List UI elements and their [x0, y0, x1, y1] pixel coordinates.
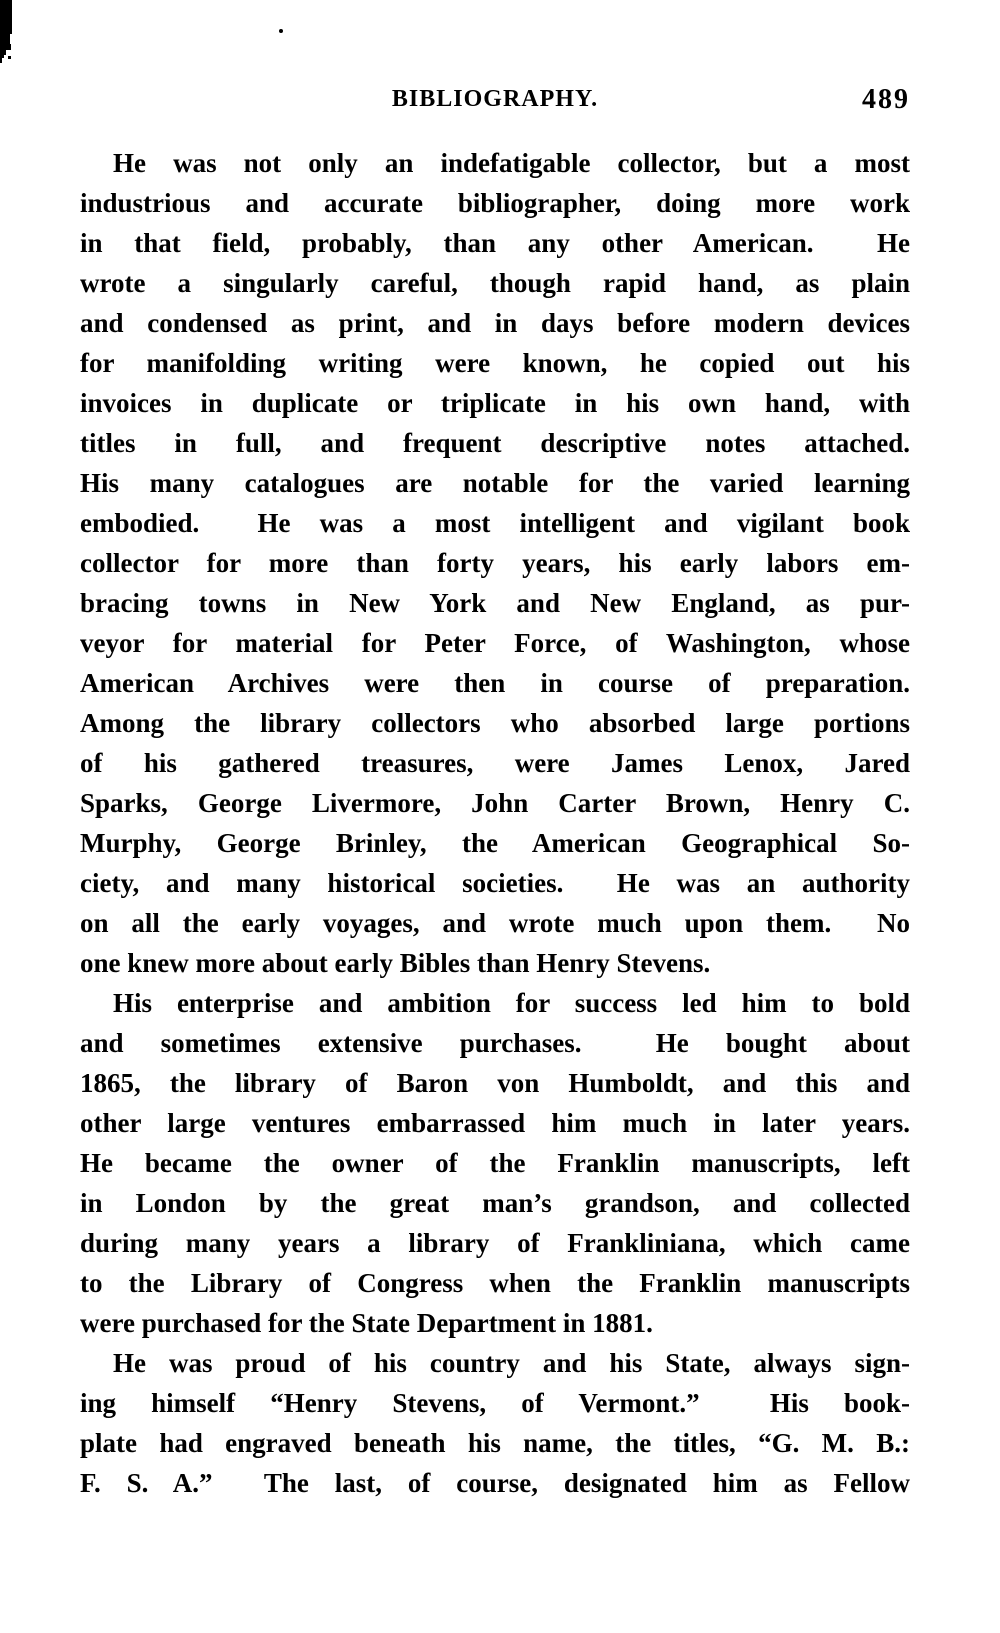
text-line: invoices in duplicate or triplicate in his own hand, with: [80, 388, 910, 418]
text-line: and sometimes extensive purchases. He bought about: [80, 1028, 910, 1058]
text-line: one knew more about early Bibles than Henry Stevens.: [80, 948, 711, 978]
text-line: for manifolding writing were known, he copied out his: [80, 348, 910, 378]
text-line: in London by the great man’s grandson, and collected: [80, 1188, 910, 1218]
text-line: on all the early voyages, and wrote much upon them. No: [80, 908, 910, 938]
text-line: during many years a library of Frankliniana, which came: [80, 1228, 910, 1258]
text-line: veyor for material for Peter Force, of Washington, whose: [80, 628, 910, 658]
text-line: ciety, and many historical societies. He was an authority: [80, 868, 910, 898]
text-line: He was not only an indefatigable collector, but a most: [113, 148, 910, 178]
text-line: He became the owner of the Franklin manuscripts, left: [80, 1148, 910, 1178]
paragraph: [80, 143, 910, 983]
ink-speck: [279, 29, 283, 33]
text-line: His enterprise and ambition for success led him to bold: [113, 988, 910, 1018]
text-line: His many catalogues are notable for the varied learning: [80, 468, 910, 498]
running-head-title: BIBLIOGRAPHY.: [391, 86, 599, 112]
text-line: and condensed as print, and in days before modern devices: [80, 308, 910, 338]
text-line: Among the library collectors who absorbed large portions: [80, 708, 910, 738]
text-line: 1865, the library of Baron von Humboldt, and this and: [80, 1068, 910, 1098]
page-body: [80, 143, 910, 1503]
text-line: were purchased for the State Department in 1881.: [80, 1308, 653, 1338]
text-line: bracing towns in New York and New England, as pur-: [80, 588, 910, 618]
text-line: American Archives were then in course of preparation.: [80, 668, 910, 698]
text-line: collector for more than forty years, his early labors em-: [80, 548, 910, 578]
text-line: wrote a singularly careful, though rapid hand, as plain: [80, 268, 910, 298]
text-line: ing himself “Henry Stevens, of Vermont.” His book-: [80, 1388, 910, 1418]
scan-artifact: [0, 0, 20, 70]
text-line: of his gathered treasures, were James Lenox, Jared: [80, 748, 910, 778]
text-line: F. S. A.” The last, of course, designated him as Fellow: [80, 1468, 910, 1498]
paragraph: [80, 983, 910, 1343]
page-number: 489: [862, 84, 910, 115]
text-line: in that field, probably, than any other American. He: [80, 228, 910, 258]
text-line: other large ventures embarrassed him much in later years.: [80, 1108, 910, 1138]
text-line: titles in full, and frequent descriptive notes attached.: [80, 428, 910, 458]
text-line: to the Library of Congress when the Franklin manuscripts: [80, 1268, 910, 1298]
text-line: Murphy, George Brinley, the American Geographical So-: [80, 828, 910, 858]
text-line: plate had engraved beneath his name, the titles, “G. M. B.:: [80, 1428, 910, 1458]
paragraph: [80, 1343, 910, 1503]
text-line: industrious and accurate bibliographer, doing more work: [80, 188, 910, 218]
page-header: [80, 84, 910, 116]
text-line: He was proud of his country and his State, always sign-: [113, 1348, 910, 1378]
text-line: Sparks, George Livermore, John Carter Brown, Henry C.: [80, 788, 910, 818]
text-line: embodied. He was a most intelligent and vigilant book: [80, 508, 910, 538]
